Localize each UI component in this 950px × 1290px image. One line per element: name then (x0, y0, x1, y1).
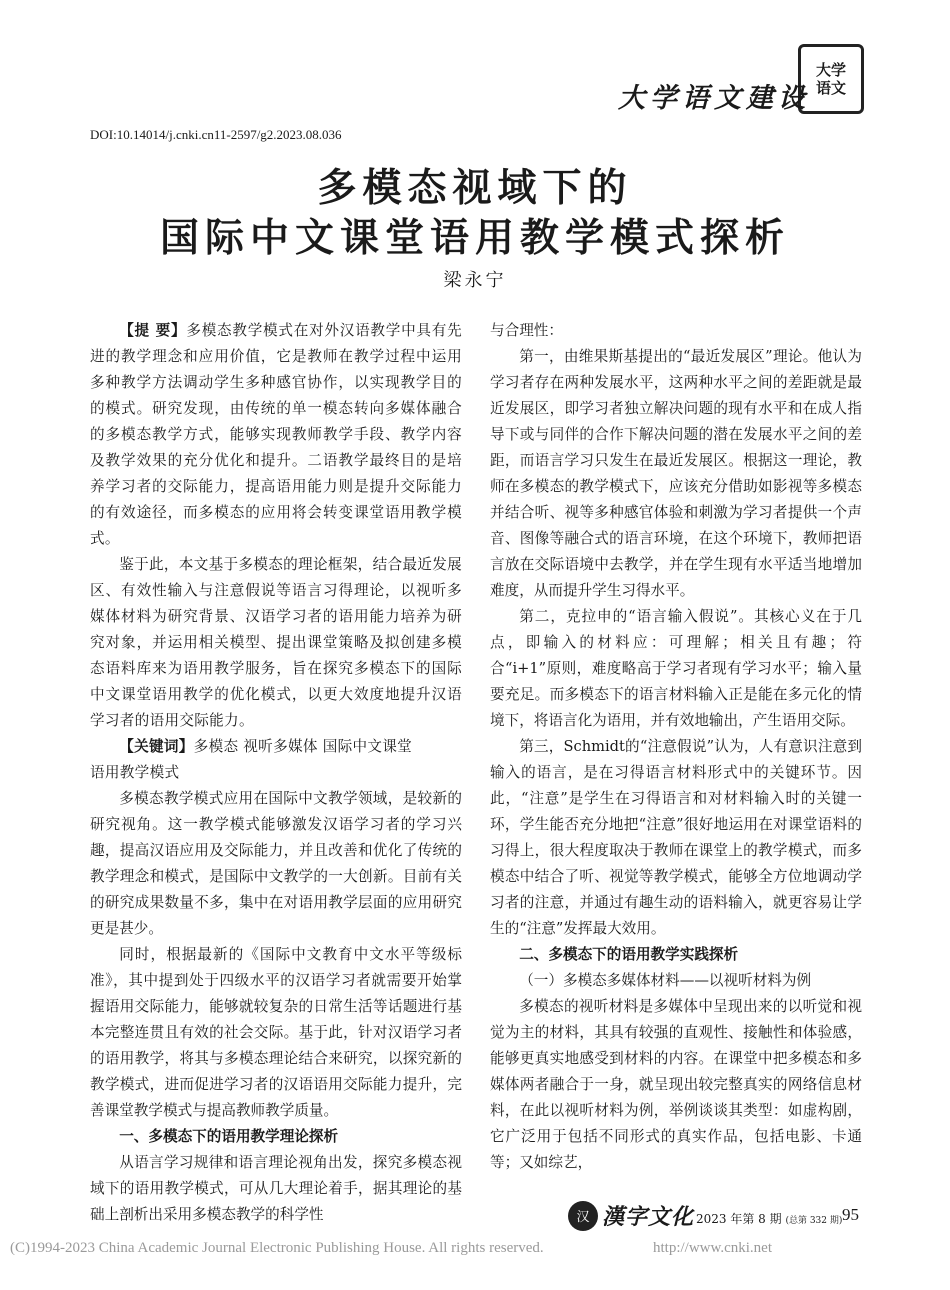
keywords-line2: 语用教学模式 (90, 764, 180, 781)
left-column (90, 318, 462, 1228)
body-paragraph-continued: 与合理性： (490, 322, 563, 339)
section-heading: 一、多模态下的语用教学理论探析 (119, 1128, 339, 1145)
site-watermark: http://www.cnki.net (653, 1240, 773, 1256)
right-column (490, 318, 862, 1176)
body-paragraph: 第一，由维果斯基提出的“最近发展区”理论。他认为学习者存在两种发展水平，这两种水平之间的差距就是最近发展区，即学习者独立解决问题的现有水平和在成人指导下或与同伴的合作下解决问题的潜在发展水平之间的差距，而语言学习只发生在最近发展区。根据这一理论，教师在多模态的教学模式下，应该充分借助如影视等多模态并结合听、视等多种感官体验和刺激为学习者提供一个声音、图像等融合式的语言环境，在这个环境下，教师把语言放在交际语境中去教学，并在学生现有水平适当地增加难度，从而提升学生习得水平。 (490, 348, 862, 599)
keywords (90, 734, 462, 760)
body-paragraph: 多模态教学模式应用在国际中文教学领域，是较新的研究视角。这一教学模式能够激发汉语学习者的学习兴趣，提高汉语应用及交际能力，并且改善和优化了传统的教学理念和模式，是国际中文教学的一大创新。目前有关的研究成果数量不多，集中在对语用教学层面的应用研究更是甚少。 (90, 790, 462, 937)
body-paragraph: 同时，根据最新的《国际中文教育中文水平等级标准》，其中提到处于四级水平的汉语学习者就需要开始掌握语用交际能力，能够就较复杂的日常生活等话题进行基本完整连贯且有效的社会交际。基于此，针对汉语学习者的语用教学，将其与多模态理论结合来研究，以探究新的教学模式，进而促进学习者的汉语语用交际能力提升，完善课堂教学模式与提高教师教学质量。 (90, 946, 462, 1119)
footer-journal-name: 漢字文化 (602, 1204, 695, 1230)
footer-journal-logo (568, 1200, 694, 1231)
section-heading: 二、多模态下的语用教学实践探析 (519, 946, 739, 963)
author: 梁永宁 (443, 270, 507, 291)
issue-number: 2023 年第 8 期 (696, 1212, 782, 1226)
abstract (90, 318, 462, 552)
body-paragraph: 第三，Schmidt的“注意假说”认为，人有意识注意到输入的语言，是在习得语言材料形式中的关键环节。因此，“注意”是学生在习得语言和对材料输入时的关键一环，学生能否充分地把“注意”很好地运用在对课堂语料的习得上，很大程度取决于教师在课堂上的教学模式，而多模态中结合了听、视觉等教学模式，能够全方位地调动学习者的注意，并通过有趣生动的语料输入，就更容易让学生的“注意”发挥最大效用。 (490, 738, 862, 937)
copyright-watermark: (C)1994-2023 China Academic Journal Electronic Publishing House. All rights reserved. (10, 1240, 544, 1256)
abstract-label: 【提 要】 (119, 322, 187, 339)
body-paragraph: 从语言学习规律和语言理论视角出发，探究多模态视域下的语用教学模式，可从几大理论着手，据其理论的基础上剖析出采用多模态教学的科学性 (90, 1154, 462, 1223)
issue-info (696, 1210, 842, 1227)
abstract-text-1: 多模态教学模式在对外汉语教学中具有先进的教学理念和应用价值，它是教师在教学过程中运用多种教学方法调动学生多种感官协作，以实现教学目的的模式。研究发现，由传统的单一模态转向多媒体融合的多模态教学方式，能够实现教师教学手段、教学内容及教学效果的充分优化和提升。二语教学最终目的是培养学习者的交际能力，提高语用能力则是提升交际能力的有效途径，而多模态的应用将会转变课堂语用教学模式。 (90, 322, 462, 547)
volume-number: (总第 332 期) (785, 1216, 843, 1226)
keywords-line1: 多模态 视听多媒体 国际中文课堂 (193, 738, 413, 755)
column-name: 大学语文建设 (618, 83, 810, 114)
seal-icon: 汉 (568, 1201, 598, 1231)
abstract-text-2: 鉴于此，本文基于多模态的理论框架，结合最近发展区、有效性输入与注意假说等语言习得理论，以视听多媒体材料为研究背景、汉语学习者的语用能力培养为研究对象，并运用相关模型、提出课堂策略及拟创建多模态语料库来为语用教学服务，旨在探究多模态下的国际中文课堂语用教学的优化模式，以更大效度地提升汉语学习者的语用交际能力。 (90, 556, 462, 729)
logo-text: 大学 语文 (815, 61, 846, 97)
body-paragraph: 第二，克拉申的“语言输入假说”。其核心义在于几点，即输入的材料应：可理解；相关且有趣；符合“i+1”原则，难度略高于学习者现有学习水平；输入量要充足。而多模态下的语言材料输入正是能在多元化的情境下，将语言化为语用，并有效地输出，产生语用交际。 (490, 608, 862, 729)
article-title-line2: 国际中文课堂语用教学模式探析 (159, 216, 790, 261)
subsection-heading: （一）多模态多媒体材料——以视听材料为例 (519, 972, 812, 989)
keywords-label: 【关键词】 (119, 738, 194, 755)
article-title-line1: 多模态视域下的 (317, 166, 633, 211)
page-number: 95 (842, 1205, 859, 1224)
doi: DOI:10.14014/j.cnki.cn11-2597/g2.2023.08.036 (90, 127, 342, 142)
body-paragraph: 多模态的视听材料是多媒体中呈现出来的以听觉和视觉为主的材料，其具有较强的直观性、接触性和体验感，能够更真实地感受到材料的内容。在课堂中把多模态和多媒体两者融合于一身，就呈现出较完整真实的网络信息材料，在此以视听材料为例，举例谈谈其类型：如虚构剧，它广泛用于包括不同形式的真实作品，包括电影、卡通等；又如综艺， (490, 998, 862, 1171)
